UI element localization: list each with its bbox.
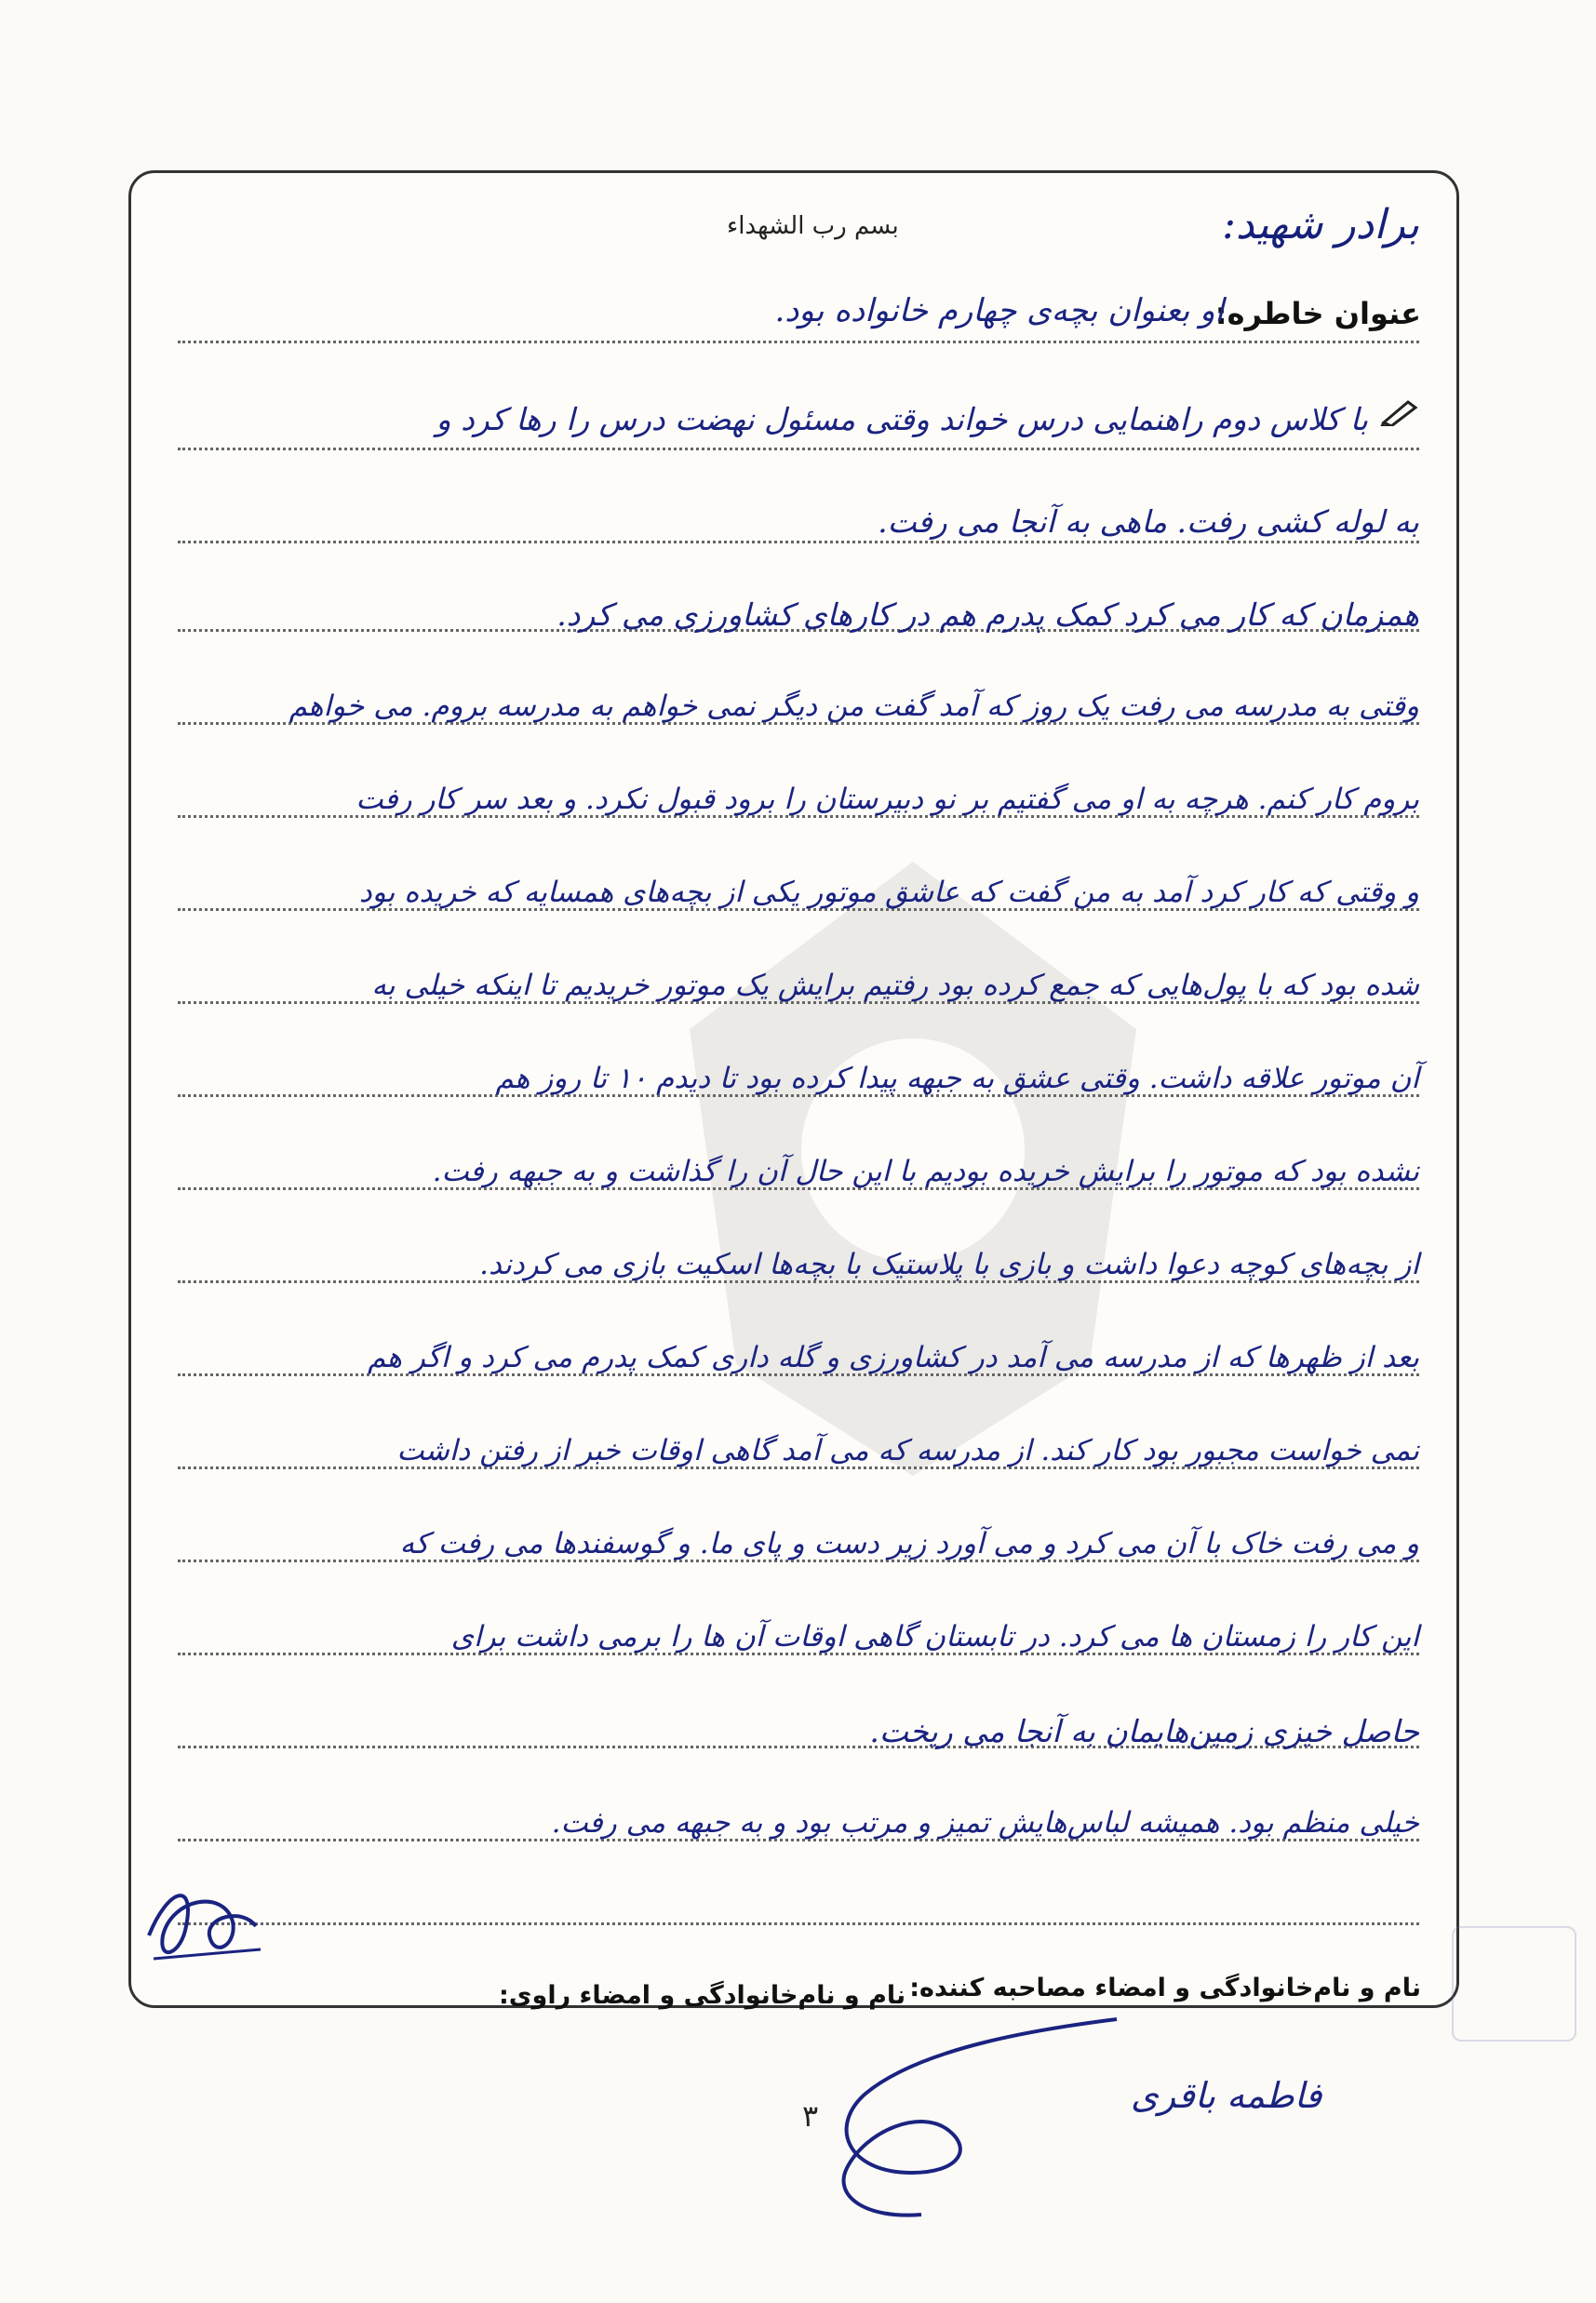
memoir-line: خیلی منظم بود. همیشه لباس‌هایش تمیز و مرتب بود و به جبهه می رفت. (551, 1806, 1419, 1840)
dotted-line (178, 341, 1419, 343)
memoir-line: بروم کار کنم. هرچه به او می گفتیم بر نو دبیرستان را برود قبول نکرد. و بعد سر کار رفت (355, 783, 1419, 816)
page-number: ۳ (802, 2098, 819, 2134)
memoir-title-label: عنوان خاطره: (1214, 296, 1421, 331)
interviewer-signature-label: نام و نام‌خانوادگی و امضاء مصاحبه کننده: (909, 1974, 1421, 2002)
memoir-line: آن موتور علاقه داشت. وقتی عشق به جبهه پیدا کرده بود تا دیدم ۱۰ تا روز هم (495, 1062, 1419, 1095)
memoir-line: و می رفت خاک با آن می کرد و می آورد زیر دست و پای ما. و گوسفندها می رفت که (399, 1527, 1419, 1560)
memoir-line: و وقتی که کار کرد آمد به من گفت که عاشق موتور یکی از بچه‌های همسایه که خریده بود (358, 876, 1419, 909)
memoir-form-sheet (128, 170, 1459, 2008)
memoir-line: نشده بود که موتور را برایش خریده بودیم با این حال آن را گذاشت و به جبهه رفت. (432, 1155, 1419, 1188)
brother-of-martyr-label: برادر شهید: (1222, 201, 1419, 248)
dotted-line (178, 541, 1419, 543)
memoir-line: شده بود که با پول‌هایی که جمع کرده بود رفتیم برایش یک موتور خریدیم تا اینکه خیلی به (371, 969, 1419, 1002)
narrator-signature-icon (810, 2010, 1126, 2233)
dotted-line (178, 1922, 1419, 1925)
memoir-line: حاصل خیزی زمین‌هایمان به آنجا می ریخت. (869, 1713, 1419, 1749)
faded-stamp-icon (1452, 1926, 1576, 2042)
pencil-icon (1380, 398, 1419, 426)
narrator-handwritten-name: فاطمه باقری (1131, 2075, 1322, 2116)
memoir-line: با کلاس دوم راهنمایی درس خواند وقتی مسئول نهضت درس را رها کرد و (436, 401, 1368, 437)
memoir-line: به لوله کشی رفت. ماهی به آنجا می رفت. (878, 503, 1419, 540)
basmala-heading: بسم رب الشهداء (727, 212, 899, 240)
memoir-line: همزمان که کار می کرد کمک پدرم هم در کارهای کشاورزی می کرد. (557, 596, 1419, 633)
memoir-line: از بچه‌های کوچه دعوا داشت و بازی با پلاستیک با بچه‌ها اسکیت بازی می کردند. (479, 1248, 1419, 1281)
dotted-line (178, 448, 1419, 450)
interviewer-signature-icon (140, 1870, 270, 1982)
memoir-title-value: او بعنوان بچه‌ی چهارم خانواده بود. (774, 292, 1224, 329)
memoir-line: بعد از ظهرها که از مدرسه می آمد در کشاورزی و گله داری کمک پدرم می کرد و اگر هم (368, 1341, 1419, 1374)
memoir-line: وقتی به مدرسه می رفت یک روز که آمد گفت من دیگر نمی خواهم به مدرسه بروم. می خواهم (288, 690, 1419, 723)
memoir-line: نمی خواست مجبور بود کار کند. از مدرسه که می آمد گاهی اوقات خبر از رفتن داشت (396, 1434, 1419, 1467)
narrator-signature-label: نام و نام‌خانوادگی و امضاء راوی: (499, 1981, 906, 2010)
memoir-line: این کار را زمستان ها می کرد. در تابستان گاهی اوقات آن ها را برمی داشت برای (450, 1620, 1419, 1654)
